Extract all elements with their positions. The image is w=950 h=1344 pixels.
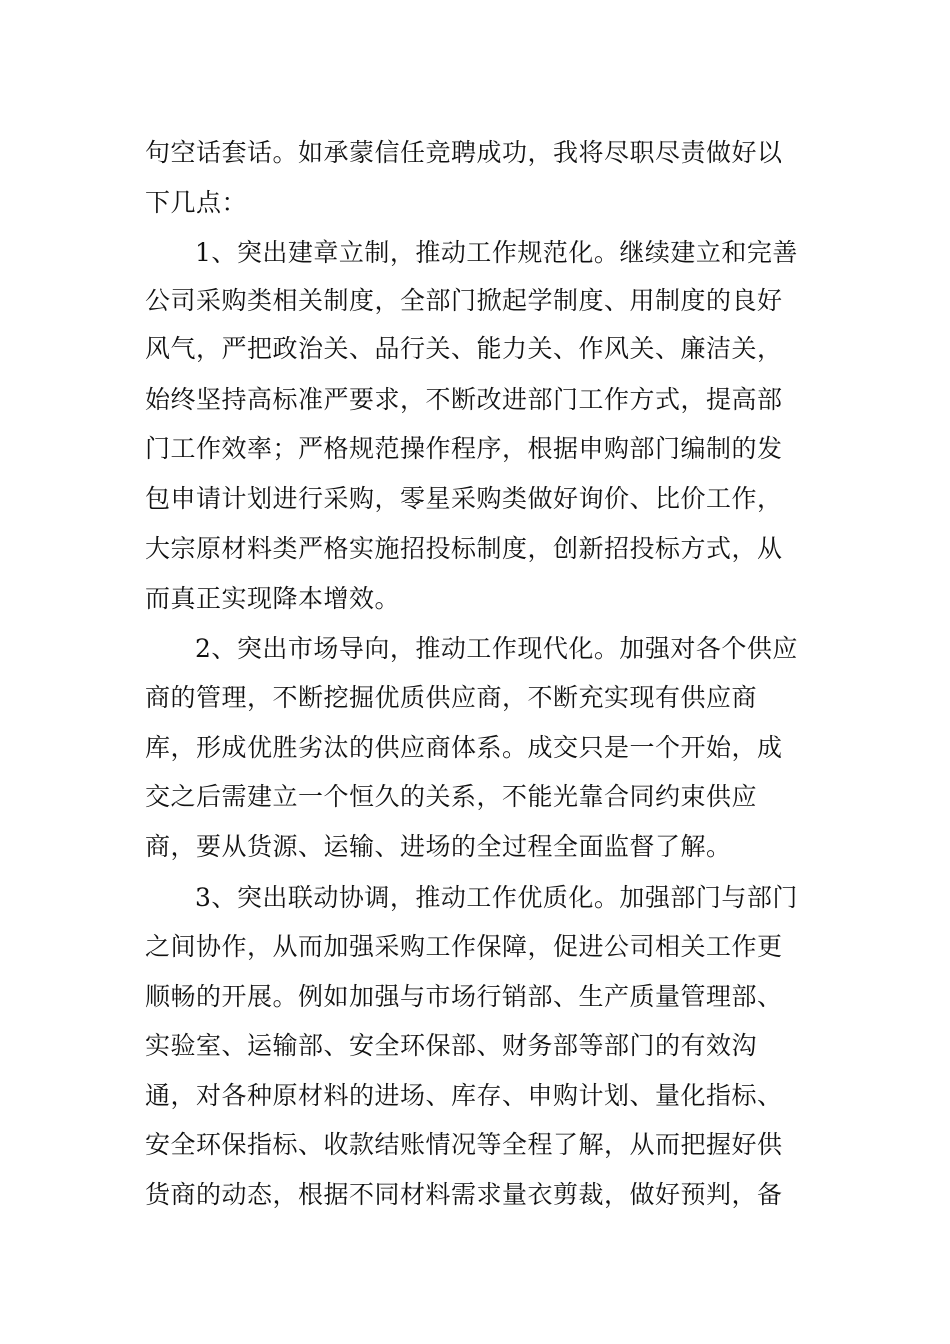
paragraph-3-first-line: 3、突出联动协调，推动工作优质化。加强部门与部门 — [195, 883, 798, 912]
text-line: 商的管理，不断挖掘优质供应商，不断充实现有供应商 — [145, 683, 758, 712]
paragraph-1-first-line: 1、突出建章立制，推动工作规范化。继续建立和完善 — [195, 238, 798, 267]
text-line: 通，对各种原材料的进场、库存、申购计划、量化指标、 — [145, 1081, 783, 1110]
text-line: 而真正实现降本增效。 — [145, 584, 401, 613]
text-line: 商，要从货源、运输、进场的全过程全面监督了解。 — [145, 832, 732, 861]
text-line: 大宗原材料类严格实施招投标制度，创新招投标方式，从 — [145, 534, 783, 563]
text-line: 库，形成优胜劣汰的供应商体系。成交只是一个开始，成 — [145, 733, 783, 762]
text-line: 顺畅的开展。例如加强与市场行销部、生产质量管理部、 — [145, 982, 783, 1011]
text-line: 货商的动态，根据不同材料需求量衣剪裁，做好预判，备 — [145, 1180, 783, 1209]
text-line: 之间协作，从而加强采购工作保障，促进公司相关工作更 — [145, 932, 783, 961]
text-line: 安全环保指标、收款结账情况等全程了解，从而把握好供 — [145, 1130, 783, 1159]
text-line: 实验室、运输部、安全环保部、财务部等部门的有效沟 — [145, 1031, 758, 1060]
text-line: 公司采购类相关制度，全部门掀起学制度、用制度的良好 — [145, 286, 783, 315]
text-line: 风气，严把政治关、品行关、能力关、作风关、廉洁关， — [145, 334, 783, 363]
text-line: 句空话套话。如承蒙信任竞聘成功，我将尽职尽责做好以 — [145, 138, 783, 167]
text-line: 门工作效率；严格规范操作程序，根据申购部门编制的发 — [145, 434, 783, 463]
text-line: 包申请计划进行采购，零星采购类做好询价、比价工作， — [145, 484, 783, 513]
text-line: 交之后需建立一个恒久的关系，不能光靠合同约束供应 — [145, 782, 758, 811]
paragraph-2-first-line: 2、突出市场导向，推动工作现代化。加强对各个供应 — [195, 634, 798, 663]
text-line: 始终坚持高标准严要求，不断改进部门工作方式，提高部 — [145, 385, 783, 414]
text-line: 下几点： — [145, 188, 248, 217]
